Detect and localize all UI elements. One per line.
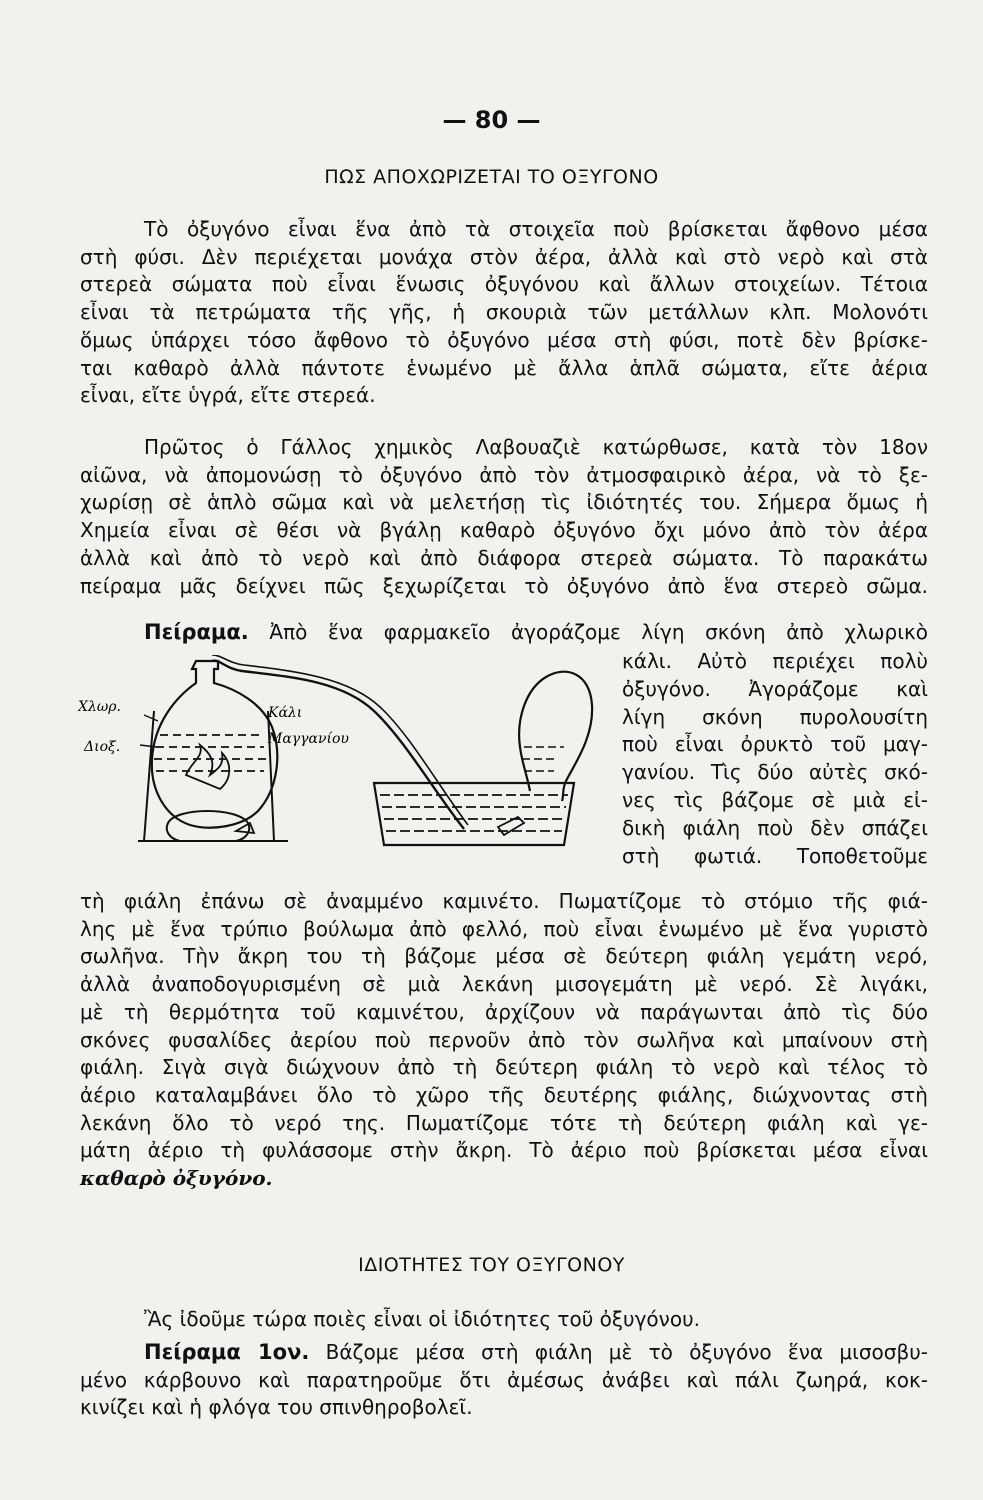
- text-line: ἀλλὰ καὶ ἀπὸ τὸ νερὸ καὶ ἀπὸ διάφορα στερεὰ σώματα. Τὸ παρακάτω: [80, 545, 928, 570]
- text-line: Πρῶτος ὁ Γάλλος χημικὸς Λαβουαζιὲ κατώρθωσε, κατὰ τὸν 18ον: [144, 435, 928, 459]
- section-title-properties: ΙΔΙΟΤΗΤΕΣ ΤΟΥ ΟΞΥΓΟΝΟΥ: [358, 1254, 625, 1276]
- text-line: πείραμα μᾶς δείχνει πῶς ξεχωρίζεται τὸ ὀξυγόνο ἀπὸ ἕνα στερεὸ σῶμα.: [80, 573, 928, 598]
- text-line: κινίζει καὶ ἡ φλόγα του σπινθηροβολεῖ.: [80, 1395, 473, 1420]
- paragraph-2: [80, 434, 928, 600]
- text-line: στερεὰ σώματα ποὺ εἶναι ἕνωσις ὀξυγόνου καὶ ἄλλων στοιχείων. Τέτοια: [80, 272, 928, 297]
- text-line: Χημεία εἶναι σὲ θέσι νὰ βγάλῃ καθαρὸ ὀξυγόνο ὄχι μόνο ἀπὸ τὸν ἀέρα: [80, 518, 928, 543]
- experiment-text: Ἀπὸ ἕνα φαρμακεῖο ἀγοράζομε λίγη σκόνη ἀπὸ χλωρικὸ: [269, 620, 928, 644]
- text-line: γανίου. Τὶς δύο αὐτὲς σκό-: [622, 760, 928, 785]
- text-line: ται καθαρὸ ἀλλὰ πάντοτε ἑνωμένο μὲ ἄλλα ἁπλᾶ σώματα, εἴτε ἀέρια: [80, 355, 928, 380]
- experiment-label: Πείραμα.: [144, 620, 249, 644]
- text-line: εἶναι, εἴτε ὑγρά, εἴτε στερεά.: [80, 383, 376, 408]
- text-line: σωλῆνα. Τὴν ἄκρη του τὴ βάζομε μέσα σὲ δεύτερη φιάλη γεμάτη νερό,: [80, 944, 928, 969]
- paragraph-1: [80, 216, 928, 410]
- text-line: Τὸ ὀξυγόνο εἶναι ἕνα ἀπὸ τὰ στοιχεῖα ποὺ βρίσκεται ἄφθονο μέσα: [144, 217, 928, 241]
- text-line: στὴ φωτιά. Τοποθετοῦμε: [622, 843, 928, 868]
- experiment1-label: Πείραμα 1ον.: [144, 1340, 310, 1364]
- text-line: νες τὶς βάζομε σὲ μιὰ εἰ-: [622, 787, 928, 812]
- page-number: — 80 —: [442, 106, 541, 134]
- text-line: [80, 1339, 928, 1367]
- text-line: μὲ τὴ θερμότητα τοῦ καμινέτου, ἀρχίζουν νὰ παράγωνται ἀπὸ τὶς δύο: [80, 999, 928, 1024]
- figure-label-left1: Χλωρ.: [78, 699, 121, 715]
- text-line: αἰῶνα, νὰ ἀπομονώσῃ τὸ ὀξυγόνο ἀπὸ τὸν ἀτμοσφαιρικὸ ἀέρα, νὰ τὸ ξε-: [80, 462, 928, 487]
- text-line: μάτη ἀέριο τὴ φυλάσσομε στὴν ἄκρη. Τὸ ἀέριο ποὺ βρίσκεται μέσα εἶναι: [80, 1138, 928, 1163]
- text-line: λεκάνη ὅλο τὸ νερό της. Πωματίζομε τότε τὴ δεύτερη φιάλη καὶ γε-: [80, 1110, 928, 1135]
- text-line: τὴ φιάλη ἐπάνω σὲ ἀναμμένο καμινέτο. Πωματίζομε τὸ στόμιο τῆς φιά-: [80, 889, 928, 913]
- paragraph-3-start: [80, 619, 928, 647]
- paragraph-3-continued: [80, 888, 928, 1193]
- figure-label-mid1: Κάλι: [268, 705, 303, 721]
- text-line: φιάλη. Σιγὰ σιγὰ διώχνουν ἀπὸ τὴ δεύτερη φιάλη τὸ νερὸ καὶ τέλος τὸ: [80, 1055, 928, 1080]
- pure-oxygen-emphasis: καθαρὸ ὀξυγόνο.: [80, 1166, 273, 1191]
- text-line: λίγη σκόνη πυρολουσίτη: [622, 704, 928, 729]
- text-line: δικὴ φιάλη ποὺ δὲν σπάζει: [622, 815, 928, 840]
- text-line: στὴ φύσι. Δὲν περιέχεται μονάχα στὸν ἀέρα, ἀλλὰ καὶ στὸ νερὸ καὶ στὰ: [80, 244, 928, 269]
- text-line: ὀξυγόνο. Ἀγοράζομε καὶ: [622, 676, 928, 701]
- figure-label-mid2: Μαγγανίου: [268, 731, 349, 747]
- section-title-separation: ΠΩΣ ΑΠΟΧΩΡΙΖΕΤΑΙ ΤΟ ΟΞΥΓΟΝΟ: [324, 166, 659, 188]
- text-line: λης μὲ ἕνα τρύπιο βούλωμα ἀπὸ φελλό, ποὺ εἶναι ἑνωμένο μὲ ἕνα γυριστὸ: [80, 916, 928, 941]
- text-line: ὅμως ὑπάρχει τόσο ἄφθονο τὸ ὀξυγόνο μέσα στὴ φύσι, ποτὲ δὲν βρίσκε-: [80, 327, 928, 352]
- flask-outline: [152, 661, 277, 828]
- text-line: ποὺ εἶναι ὀρυκτὸ τοῦ μαγ-: [622, 732, 928, 757]
- bottle-outline: [519, 672, 592, 801]
- text-line: Ἂς ἰδοῦμε τώρα ποιὲς εἶναι οἱ ἰδιότητες τοῦ ὀξυγόνου.: [144, 1307, 700, 1331]
- text-line: εἶναι τὰ πετρώματα τῆς γῆς, ἡ σκουριὰ τῶν μετάλλων κλπ. Μολονότι: [80, 300, 928, 325]
- text-line: χωρίσῃ σὲ ἁπλὸ σῶμα καὶ νὰ μελετήσῃ τὶς ἰδιότητές του. Σήμερα ὅμως ἡ: [80, 490, 928, 515]
- text-line: ἀλλὰ ἀναποδογυρισμένη σὲ μιὰ λεκάνη μισογεμάτη μὲ νερό. Σὲ λιγάκι,: [80, 972, 928, 997]
- paragraph-5: [80, 1339, 928, 1422]
- apparatus-drawing: [78, 655, 608, 870]
- experiment1-text: Βάζομε μέσα στὴ φιάλη μὲ τὸ ὀξυγόνο ἕνα μισοσβυ-: [325, 1340, 929, 1364]
- basin-outline: [374, 783, 574, 845]
- figure-wrap-text: [622, 648, 928, 870]
- apparatus-figure: [78, 655, 608, 870]
- text-line: κάλι. Αὐτὸ περιέχει πολὺ: [622, 649, 928, 673]
- text-line: σκόνες φυσαλίδες ἀερίου ποὺ περνοῦν ἀπὸ τὸν σωλῆνα καὶ μπαίνουν στὴ: [80, 1027, 928, 1052]
- figure-label-left2: Διοξ.: [84, 739, 121, 755]
- text-line: μένο κάρβουνο καὶ παρατηροῦμε ὅτι ἀμέσως ἀνάβει καὶ πάλι ζωηρά, κοκ-: [80, 1367, 928, 1392]
- text-line: ἀέριο καταλαμβάνει ὅλο τὸ χῶρο τῆς δευτέρης φιάλης, διώχνοντας στὴ: [80, 1082, 928, 1107]
- paragraph-4: [80, 1306, 928, 1334]
- text-line: [80, 619, 928, 647]
